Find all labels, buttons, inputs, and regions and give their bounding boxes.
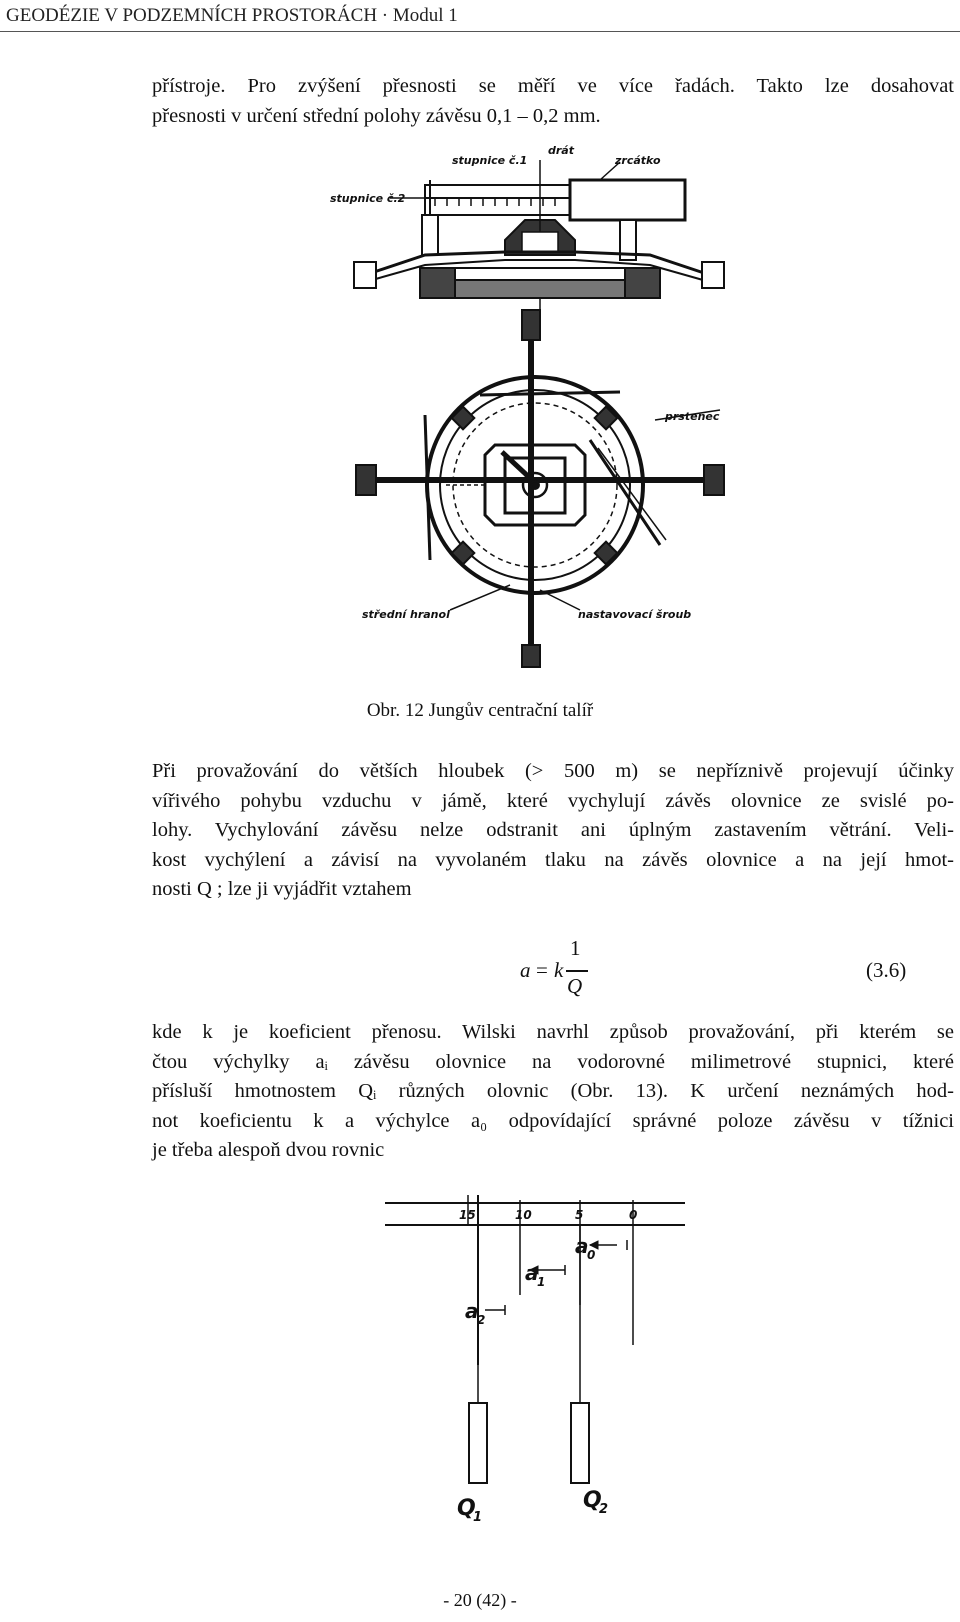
tick-15: 15 bbox=[459, 1208, 476, 1222]
label-q1 bbox=[457, 1496, 482, 1525]
label-stredni-hranol: střední hranol bbox=[362, 608, 450, 621]
eq-k: k bbox=[554, 958, 564, 982]
label-nastavovaci-sroub: nastavovací šroub bbox=[578, 608, 692, 621]
header-rule bbox=[0, 31, 960, 32]
svg-text:1: 1 bbox=[537, 1275, 546, 1289]
label-a1 bbox=[525, 1261, 545, 1289]
paragraph-1 bbox=[152, 757, 954, 905]
para1-line-1: Při provažování do větších hloubek (> 500 m) se nepříznivě projevují účinky bbox=[152, 760, 954, 782]
eq-fraction-bar bbox=[566, 970, 588, 972]
figure-deflection-scale bbox=[385, 1195, 685, 1535]
label-a0 bbox=[575, 1234, 595, 1262]
figure-jung-centring-plate bbox=[330, 140, 750, 700]
para2-line-4: not koeficientu k a výchylce a₀ odpovídající správné poloze závěsu v tížnici bbox=[152, 1109, 954, 1132]
intro-line-1: přístroje. Pro zvýšení přesnosti se měří ve více řadách. Takto lze dosahovat bbox=[152, 75, 954, 97]
svg-text:2: 2 bbox=[599, 1502, 609, 1517]
svg-text:Q: Q bbox=[457, 1496, 476, 1521]
label-zrcatko: zrcátko bbox=[615, 154, 661, 167]
para2-line-2: čtou výchylky aᵢ závěsu olovnice na vodorovné milimetrové stupnici, které bbox=[152, 1050, 954, 1073]
tick-5: 5 bbox=[575, 1208, 584, 1222]
para2-line-3: přísluší hmotnostem Qᵢ různých olovnic (Obr. 13). K určení neznámých hod- bbox=[152, 1080, 954, 1102]
intro-line-2: přesnosti v určení střední polohy závěsu 0,1 – 0,2 mm. bbox=[152, 104, 601, 127]
eq-denominator: Q bbox=[567, 974, 583, 998]
label-drat: drát bbox=[548, 144, 574, 157]
page-number: - 20 (42) - bbox=[443, 1590, 517, 1610]
label-q2 bbox=[583, 1488, 608, 1517]
eq-equals: = bbox=[536, 958, 548, 982]
label-a2 bbox=[465, 1299, 485, 1327]
para1-line-3: lohy. Vychylování závěsu nelze odstranit ani úplným zastavením větrání. Veli- bbox=[152, 819, 954, 841]
tick-10: 10 bbox=[515, 1208, 532, 1222]
header-title: GEODÉZIE V PODZEMNÍCH PROSTORÁCH · Modul 1 bbox=[6, 5, 458, 26]
eq-number: (3.6) bbox=[866, 958, 907, 982]
svg-text:1: 1 bbox=[473, 1510, 483, 1525]
para1-line-5: nosti Q ; lze ji vyjádřit vztahem bbox=[152, 878, 412, 900]
label-stupnice-1: stupnice č.1 bbox=[452, 154, 528, 167]
paragraph-2 bbox=[152, 1018, 954, 1166]
intro-paragraph bbox=[152, 72, 954, 131]
svg-text:Q: Q bbox=[583, 1488, 602, 1513]
para1-line-4: kost vychýlení a závisí na vyvolaném tlaku na závěs olovnice a na její hmot- bbox=[152, 848, 954, 871]
svg-text:0: 0 bbox=[587, 1248, 596, 1262]
label-stupnice-2: stupnice č.2 bbox=[330, 192, 406, 205]
equation-3-6 bbox=[520, 936, 920, 1006]
svg-text:a: a bbox=[575, 1234, 589, 1258]
eq-numerator: 1 bbox=[570, 936, 581, 960]
para2-line-5: je třeba alespoň dvou rovnic bbox=[152, 1139, 385, 1161]
svg-text:2: 2 bbox=[477, 1313, 486, 1327]
eq-lhs: a bbox=[520, 958, 531, 982]
svg-text:a: a bbox=[525, 1261, 539, 1285]
label-pratenec: prstenec bbox=[665, 410, 720, 423]
figure-12-caption: Obr. 12 Jungův centrační talíř bbox=[366, 700, 594, 721]
para2-line-1: kde k je koeficient přenosu. Wilski navrhl způsob provažování, při kterém se bbox=[152, 1021, 954, 1043]
svg-text:a: a bbox=[465, 1299, 479, 1323]
running-header bbox=[0, 0, 960, 32]
tick-0: 0 bbox=[629, 1208, 638, 1222]
para1-line-2: vířivého pohybu vzduchu v jámě, které vychylují závěs olovnice ze svislé po- bbox=[152, 789, 954, 812]
